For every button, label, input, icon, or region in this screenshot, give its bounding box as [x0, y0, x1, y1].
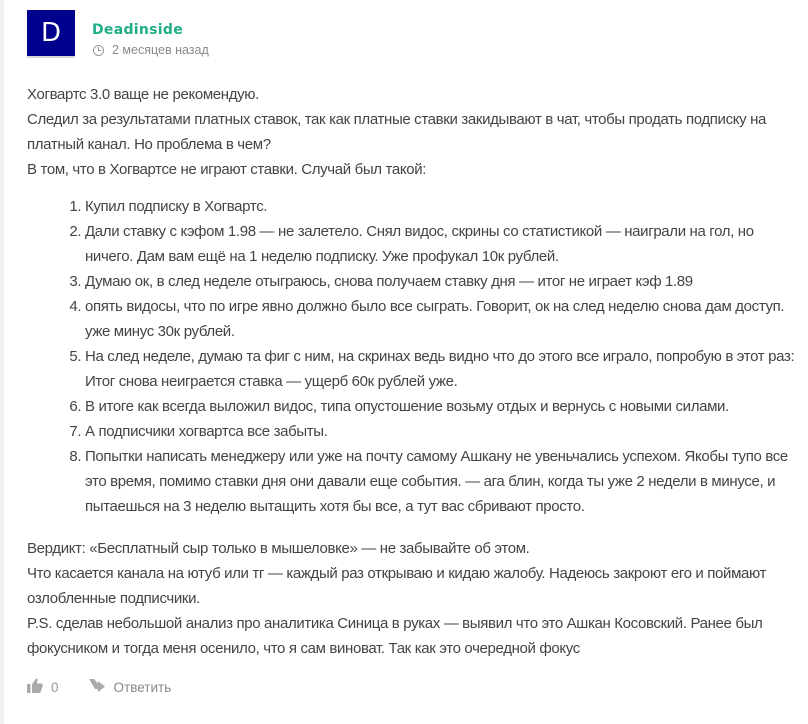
- reply-arrow-icon: [89, 679, 105, 695]
- thumbs-up-icon: [27, 678, 43, 696]
- intro-line: В том, что в Хогвартсе не играют ставки. Случай был такой:: [27, 161, 427, 178]
- intro-block: [27, 82, 802, 182]
- list-item: 7. А подписчики хогвартса все забыты.: [85, 419, 802, 444]
- list-item: 5. На след неделе, думаю та фиг с ним, на скринах ведь видно что до этого все играло, попробую в этот раз: Итог снова неиграется ставка — ущерб 60к рублей уже.: [85, 344, 802, 394]
- reply-button[interactable]: [89, 679, 172, 695]
- like-button[interactable]: [27, 678, 59, 696]
- comment-meta: [93, 43, 209, 57]
- comment-footer: [27, 675, 802, 699]
- list-item: 4. опять видосы, что по игре явно должно было все сыграть. Говорит, ок на след неделю снова дам доступ. уже минус 30к рублей.: [85, 294, 802, 344]
- comment-card: [27, 0, 802, 699]
- like-count: 0: [51, 679, 59, 695]
- comment-header: [27, 0, 802, 72]
- left-border-strip: [0, 0, 4, 724]
- intro-line: Следил за результатами платных ставок, так как платные ставки закидывают в чат, чтобы продать подписку на платный канал. Но проблема в чем?: [27, 111, 767, 153]
- intro-line: Хогвартс 3.0 ваще не рекомендую.: [27, 86, 259, 103]
- comment-body: [27, 82, 802, 661]
- author-name[interactable]: Deadinside: [92, 22, 183, 38]
- list-item: 8. Попытки написать менеджеру или уже на почту самому Ашкану не увеньчались успехом. Якобы тупо все это время, помимо ставки дня они давали еще события. — ага блин, когда ты уже 2 недели в минусе, и пытаешься на 3 неделю вытащить хотя бы все, а тут вас сбривают просто.: [85, 444, 802, 519]
- outro-block: [27, 536, 802, 661]
- list-item: 6. В итоге как всегда выложил видос, типа опустошение возьму отдых и вернусь с новыми силами.: [85, 394, 802, 419]
- outro-line: Что касается канала на ютуб или тг — каждый раз открываю и кидаю жалобу. Надеюсь закроют его и поймают озлобленные подписчики.: [27, 565, 767, 607]
- reply-label: Ответить: [113, 679, 172, 695]
- clock-icon: [93, 45, 104, 56]
- outro-line: Вердикт: «Бесплатный сыр только в мышеловке» — не забывайте об этом.: [27, 540, 530, 557]
- outro-line: P.S. сделав небольшой анализ про аналитика Синица в руках — выявил что это Ашкан Косовский. Ранее был фокусником и тогда меня осенило, что я сам виноват. Так как это очередной фокус: [27, 615, 763, 657]
- list-item: 2. Дали ставку с кэфом 1.98 — не залетело. Снял видос, скрины со статистикой — наиграли на гол, но ничего. Дам вам ещё на 1 неделю подписку. Уже профукал 10к рублей.: [85, 219, 802, 269]
- avatar[interactable]: D: [27, 10, 75, 58]
- timestamp[interactable]: 2 месяцев назад: [112, 43, 209, 57]
- steps-list: [27, 194, 802, 519]
- list-item: 3. Думаю ок, в след неделе отыграюсь, снова получаем ставку дня — итог не играет кэф 1.89: [85, 269, 802, 294]
- list-item: 1. Купил подписку в Хогвартс.: [85, 194, 802, 219]
